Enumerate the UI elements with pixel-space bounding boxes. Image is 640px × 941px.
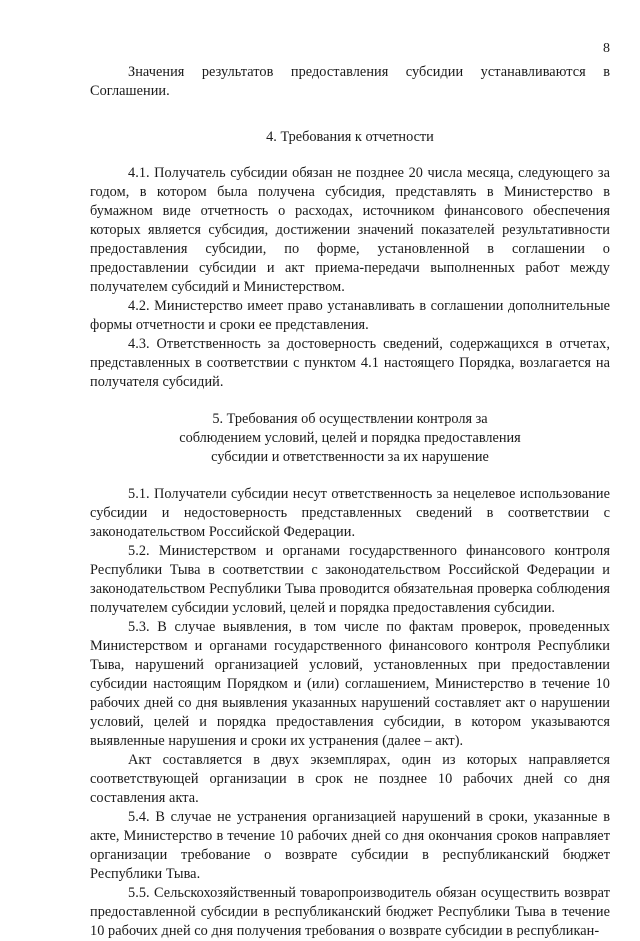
paragraph-4-2: 4.2. Министерство имеет право устанавливать в соглашении дополнительные формы отчетности и сроки ее представления.: [90, 298, 610, 333]
paragraph-4-1: 4.1. Получатель субсидии обязан не позднее 20 числа месяца, следующего за годом, в котором была получена субсидия, представлять в Министерство в бумажном виде отчетность о расходах, источником финансового обеспечения которых является субсидия, достижении значений показателей результативности предоставления субсидии, по форме, установленной в соглашении о предоставлении субсидии и акт приема-передачи выполненных работ между получателем субсидий и Министерством.: [90, 165, 610, 295]
paragraph-5-4: 5.4. В случае не устранения организацией нарушений в сроки, указанные в акте, Министерство в течение 10 рабочих дней со дня окончания сроков направляет организации требование о возврате субсидии в республиканский бюджет Республики Тыва.: [90, 809, 610, 882]
paragraph-4-3: 4.3. Ответственность за достоверность сведений, содержащихся в отчетах, представленных в соответствии с пунктом 4.1 настоящего Порядка, возлагается на получателя субсидий.: [90, 336, 610, 390]
document-body: [90, 63, 610, 941]
paragraph-5-1: 5.1. Получатели субсидии несут ответственность за нецелевое использование субсидии и недостоверность представленных сведений в соответствии с законодательством Российской Федерации.: [90, 486, 610, 540]
paragraph-5-3: 5.3. В случае выявления, в том числе по фактам проверок, проведенных Министерством и органами государственного финансового контроля Республики Тыва, нарушений организацией условий, установленных при предоставлении субсидии настоящим Порядком и (или) соглашением, Министерство в течение 10 рабочих дней со дня выявления указанных нарушений составляет акт о нарушении условий, целей и порядка предоставления субсидии, в котором указываются выявленные нарушения и сроки их устранения (далее – акт).: [90, 619, 610, 749]
paragraph-5-5: 5.5. Сельскохозяйственный товаропроизводитель обязан осуществить возврат предоставленной субсидии в республиканский бюджет Республики Тыва в течение 10 рабочих дней со дня получения требования о возврате субсидии в республикан-: [90, 885, 610, 939]
section-4-heading: 4. Требования к отчетности: [266, 129, 434, 145]
section-5-heading-line-1: 5. Требования об осуществлении контроля за: [212, 411, 488, 427]
section-5-heading: [90, 410, 610, 467]
intro-paragraph: Значения результатов предоставления субсидии устанавливаются в Соглашении.: [90, 64, 610, 99]
page-number: 8: [603, 41, 610, 56]
section-5-heading-line-3: субсидии и ответственности за их нарушение: [211, 449, 489, 465]
section-5-heading-line-2: соблюдением условий, целей и порядка предоставления: [179, 430, 521, 446]
paragraph-act: Акт составляется в двух экземплярах, один из которых направляется соответствующей организации в срок не позднее 10 рабочих дней со дня составления акта.: [90, 752, 610, 806]
paragraph-5-2: 5.2. Министерством и органами государственного финансового контроля Республики Тыва в соответствии с законодательством Российской Федерации и законодательством Республики Тыва проводится обязательная проверка соблюдения получателем субсидии условий, целей и порядка предоставления субсидии.: [90, 543, 610, 616]
